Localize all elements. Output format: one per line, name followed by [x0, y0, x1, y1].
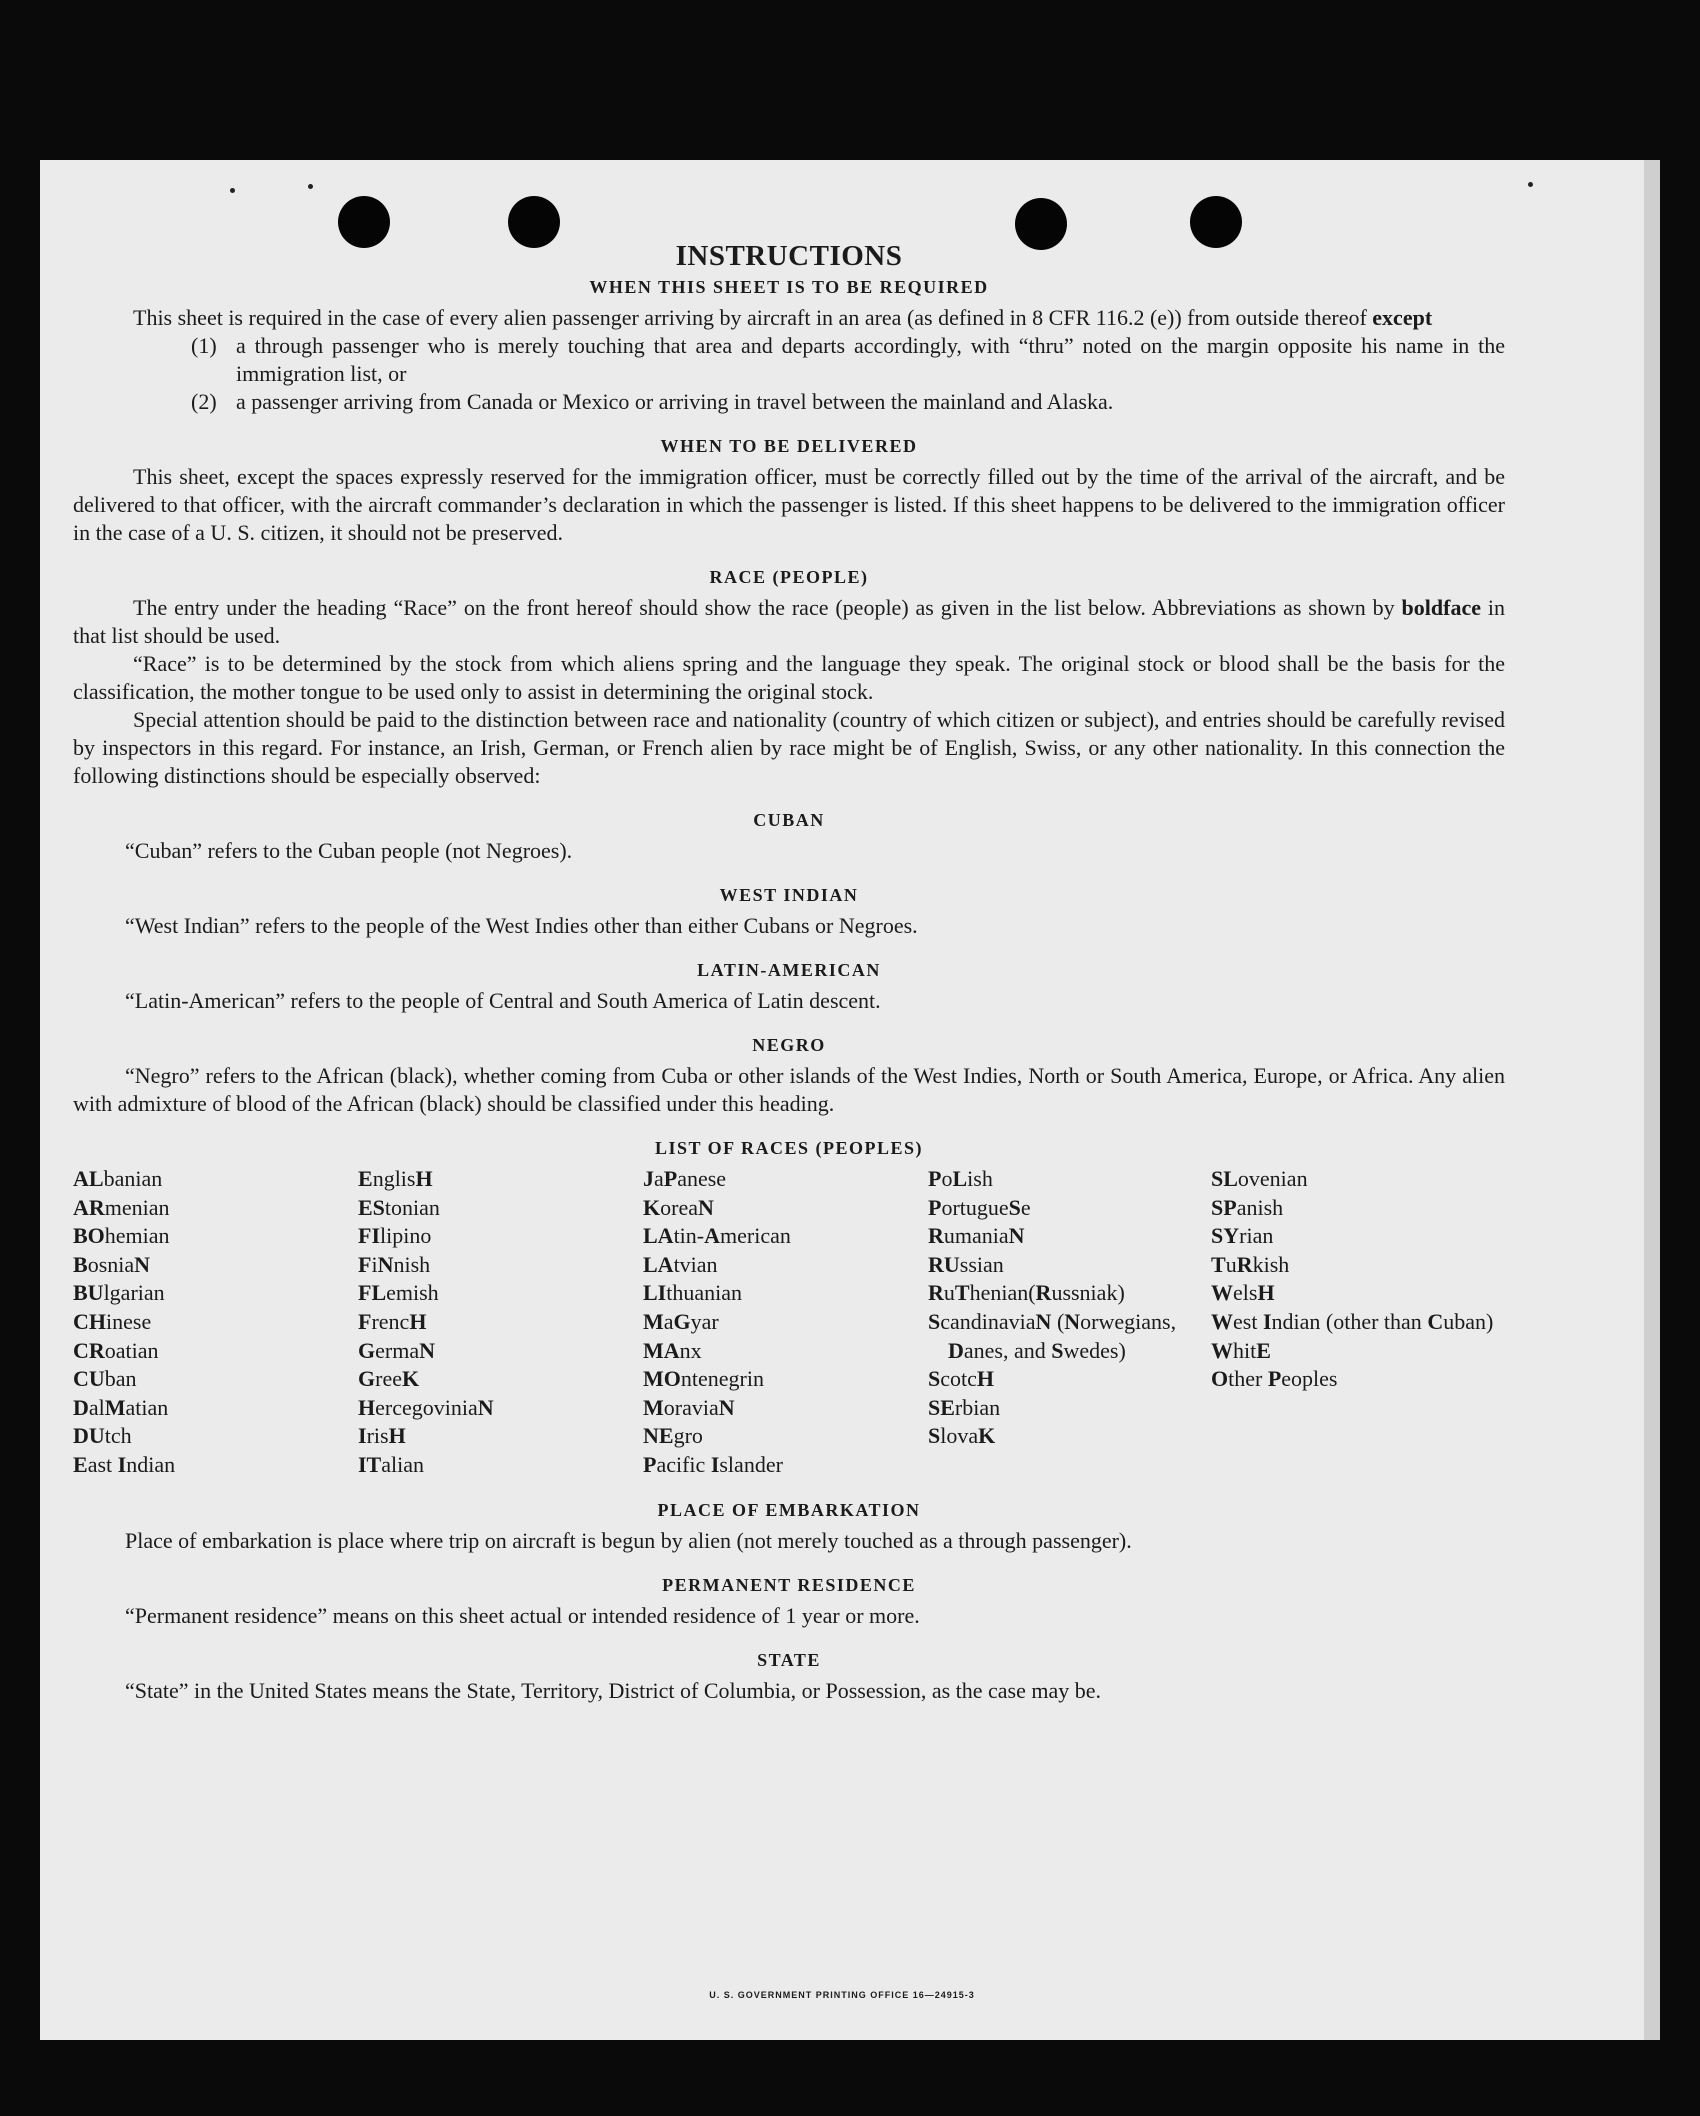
- race-column: [643, 1165, 928, 1480]
- speck: [308, 184, 313, 189]
- race-item: ITalian: [358, 1451, 425, 1477]
- paragraph: “State” in the United States means the State, Territory, District of Columbia, or Possession, as the case may be.: [125, 1677, 1102, 1703]
- paragraph: Special attention should be paid to the distinction between race and nationality (country of which citizen or subject), and entries should be carefully revised by inspectors in this regard. For instance, an Irish, German, or French alien by race might be of English, Swiss, or any other nationality. In this connection the following distinctions should be especially observed:: [73, 707, 1505, 788]
- race-item: NEgro: [643, 1423, 703, 1449]
- race-item: ScandinaviaN (Norwegians, Danes, and Swedes): [928, 1308, 1177, 1363]
- race-item: CUban: [73, 1366, 137, 1392]
- section-heading: LIST OF RACES (PEOPLES): [654, 1138, 924, 1158]
- race-item: EnglisH: [358, 1166, 433, 1191]
- race-item: DalMatian: [73, 1394, 169, 1420]
- section-heading: CUBAN: [753, 810, 825, 830]
- race-item: PoLish: [928, 1166, 993, 1191]
- paragraph: “Cuban” refers to the Cuban people (not Negroes).: [125, 838, 573, 863]
- paragraph: “Negro” refers to the African (black), whether coming from Cuba or other islands of the West Indies, North or South America, Europe, or Africa. Any alien with admixture of blood of the African (black) should be classified under this heading.: [73, 1063, 1505, 1116]
- race-item: BUlgarian: [73, 1280, 165, 1306]
- race-item: GreeK: [358, 1366, 420, 1392]
- paragraph: “West Indian” refers to the people of the West Indies other than either Cubans or Negroes.: [125, 913, 918, 938]
- paragraph: Place of embarkation is place where trip on aircraft is begun by alien (not merely touched as a through passenger).: [125, 1527, 1132, 1553]
- race-item: FIlipino: [358, 1223, 432, 1249]
- paragraph: “Permanent residence” means on this sheet actual or intended residence of 1 year or more.: [125, 1602, 920, 1628]
- page-title: INSTRUCTIONS: [675, 240, 903, 272]
- section-heading: PERMANENT RESIDENCE: [662, 1574, 916, 1595]
- race-column: [928, 1165, 1211, 1480]
- race-item: LIthuanian: [643, 1280, 743, 1306]
- race-item: ALbanian: [73, 1166, 163, 1191]
- section-heading: LATIN-AMERICAN: [697, 960, 881, 980]
- race-item: RuThenian(Russniak): [928, 1280, 1125, 1306]
- race-column: [358, 1165, 643, 1480]
- race-item: HercegoviniaN: [358, 1394, 494, 1420]
- race-item: WelsH: [1211, 1280, 1275, 1306]
- race-item: CHinese: [73, 1308, 152, 1334]
- race-item: EStonian: [358, 1194, 440, 1220]
- race-item: GermaN: [358, 1337, 435, 1363]
- race-item: RUssian: [928, 1251, 1004, 1277]
- race-item: FiNnish: [358, 1251, 431, 1277]
- race-item: LAtvian: [643, 1251, 718, 1277]
- paragraph: “Race” is to be determined by the stock from which aliens spring and the language they speak. The original stock or blood shall be the basis for the classification, the mother tongue to be used only to assist in determining the original stock.: [73, 651, 1505, 704]
- race-item: MOntenegrin: [643, 1366, 764, 1392]
- race-item: FLemish: [358, 1280, 439, 1306]
- speck: [230, 188, 235, 193]
- race-item: Pacific Islander: [643, 1451, 783, 1477]
- race-item: MoraviaN: [643, 1394, 735, 1420]
- paragraph: “Latin-American” refers to the people of Central and South America of Latin descent.: [125, 988, 881, 1013]
- race-item: FrencH: [358, 1308, 427, 1334]
- race-item: East Indian: [73, 1451, 176, 1477]
- section-heading: PLACE OF EMBARKATION: [657, 1499, 921, 1520]
- race-item: DUtch: [73, 1423, 132, 1449]
- race-item: West Indian (other than Cuban): [1211, 1308, 1494, 1334]
- paragraph: This sheet is required in the case of every alien passenger arriving by aircraft in an area (as defined in 8 CFR 116.2 (e)) from outside thereof except: [133, 305, 1433, 330]
- race-item: PortugueSe: [928, 1194, 1031, 1220]
- instructions-content: [73, 240, 1505, 1705]
- race-item: SLovenian: [1211, 1166, 1308, 1191]
- race-item: Other Peoples: [1211, 1366, 1338, 1392]
- race-item: ScotcH: [928, 1366, 995, 1392]
- race-item: MaGyar: [643, 1308, 719, 1334]
- race-item: BOhemian: [73, 1223, 170, 1249]
- section-heading: WEST INDIAN: [719, 885, 859, 905]
- section-heading: WHEN THIS SHEET IS TO BE REQUIRED: [589, 277, 989, 297]
- race-item: LAtin-American: [643, 1223, 791, 1249]
- printer-imprint: U. S. GOVERNMENT PRINTING OFFICE 16—24915-3: [709, 1990, 975, 2000]
- speck: [1528, 182, 1533, 187]
- race-item: ARmenian: [73, 1194, 170, 1220]
- paragraph: This sheet, except the spaces expressly reserved for the immigration officer, must be correctly filled out by the time of the arrival of the aircraft, and be delivered to that officer, with the aircraft commander’s declaration in which the passenger is listed. If this sheet happens to be delivered to the immigration officer in the case of a U. S. citizen, it should not be preserved.: [73, 464, 1505, 545]
- race-column: [1211, 1165, 1496, 1480]
- race-item: KoreaN: [643, 1194, 714, 1220]
- section-heading: STATE: [757, 1649, 821, 1670]
- race-item: IrisH: [358, 1423, 406, 1449]
- race-item: SPanish: [1211, 1194, 1284, 1220]
- race-item: WhitE: [1211, 1337, 1271, 1363]
- race-list: [73, 1165, 1505, 1480]
- race-item: CRoatian: [73, 1337, 159, 1363]
- race-item: SErbian: [928, 1394, 1001, 1420]
- document-page: [40, 160, 1660, 2040]
- race-column: [73, 1165, 358, 1480]
- race-item: RumaniaN: [928, 1223, 1025, 1249]
- race-item: JaPanese: [643, 1166, 727, 1191]
- race-item: BosniaN: [73, 1251, 151, 1277]
- race-item: TuRkish: [1211, 1251, 1290, 1277]
- race-item: SlovaK: [928, 1423, 996, 1449]
- list-item: (2) a passenger arriving from Canada or Mexico or arriving in travel between the mainland and Alaska.: [191, 389, 1114, 414]
- section-heading: NEGRO: [752, 1035, 826, 1055]
- list-item: (1) a through passenger who is merely touching that area and departs accordingly, with “thru” noted on the margin opposite his name in the immigration list, or: [191, 333, 1505, 386]
- race-item: SYrian: [1211, 1223, 1274, 1249]
- section-heading: WHEN TO BE DELIVERED: [660, 436, 918, 456]
- race-item: MAnx: [643, 1337, 702, 1363]
- paragraph: The entry under the heading “Race” on the front hereof should show the race (people) as given in the list below. Abbreviations as shown by boldface in that list should be used.: [73, 595, 1505, 648]
- section-heading: RACE (PEOPLE): [709, 567, 869, 587]
